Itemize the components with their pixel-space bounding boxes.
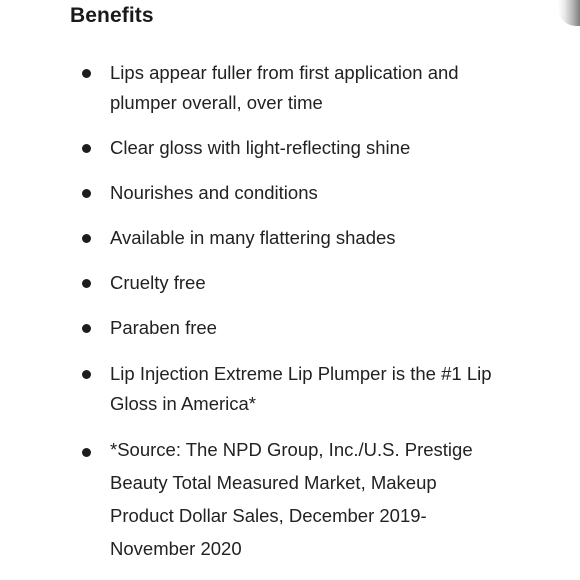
bullet-icon: [82, 448, 91, 457]
bullet-icon: [82, 189, 91, 198]
list-item-text: Paraben free: [110, 317, 217, 338]
bullet-icon: [82, 234, 91, 243]
list-item-text: Cruelty free: [110, 272, 206, 293]
bullet-icon: [82, 279, 91, 288]
bullet-icon: [82, 69, 91, 78]
bullet-icon: [82, 324, 91, 333]
list-item-text: Available in many flattering shades: [110, 227, 396, 248]
bullet-icon: [82, 370, 91, 379]
bullet-icon: [82, 144, 91, 153]
list-item-text: Nourishes and conditions: [110, 182, 318, 203]
list-item-text: Lips appear fuller from first application and plumper overall, over time: [110, 62, 459, 113]
list-item-text: Lip Injection Extreme Lip Plumper is the #1 Lip Gloss in America*: [110, 363, 492, 414]
list-item-text: Clear gloss with light-reflecting shine: [110, 137, 411, 158]
list-item-text: *Source: The NPD Group, Inc./U.S. Prestige Beauty Total Measured Market, Makeup Product Dollar Sales, December 2019- November 2020: [110, 439, 473, 559]
section-title: Benefits: [70, 4, 154, 27]
